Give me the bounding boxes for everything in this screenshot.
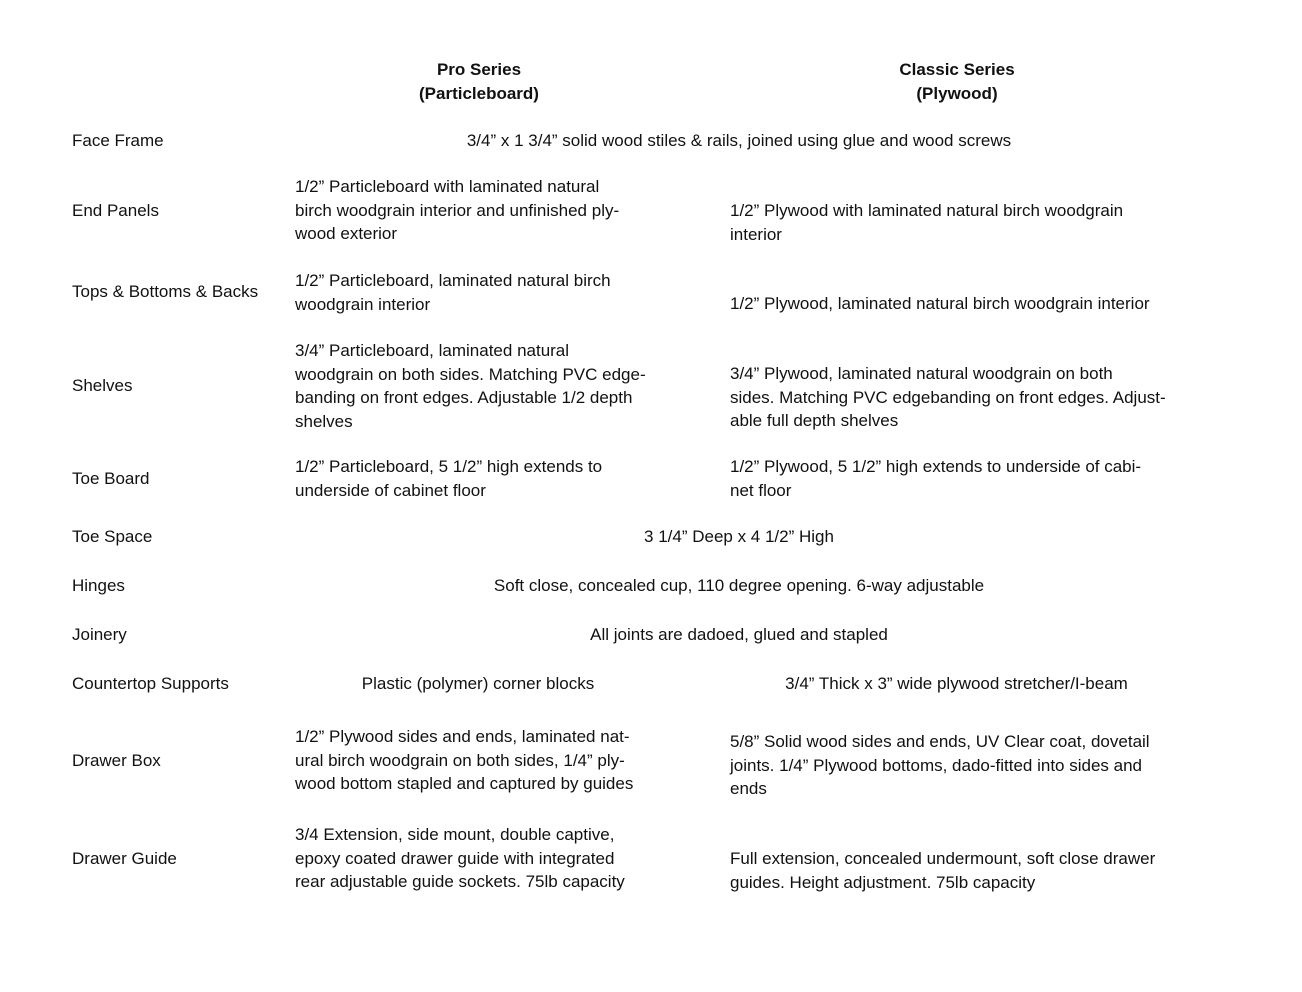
row-label: Tops & Bottoms & Backs: [72, 282, 259, 301]
spec-line: 1/2” Plywood sides and ends, laminated nat-: [295, 727, 630, 746]
spec-line: able full depth shelves: [730, 411, 899, 430]
pro-spec: [295, 823, 625, 894]
pro-spec: [295, 725, 633, 796]
pro-spec: [295, 455, 602, 502]
header-pro-material: (Particleboard): [419, 84, 539, 103]
spec-line: 1/2” Plywood, 5 1/2” high extends to underside of cabi-: [730, 457, 1142, 476]
shared-spec: 3/4” x 1 3/4” solid wood stiles & rails, joined using glue and wood screws: [466, 131, 1012, 150]
spec-line: sides. Matching PVC edgebanding on front edges. Adjust-: [730, 387, 1166, 407]
header-classic-material: (Plywood): [916, 84, 998, 103]
header-classic-title: Classic Series: [899, 60, 1015, 79]
pro-spec: [295, 269, 611, 316]
row-label: End Panels: [72, 201, 159, 220]
row-label: Drawer Box: [72, 751, 161, 770]
spec-line: birch woodgrain interior and unfinished ply-: [295, 200, 620, 220]
header-pro-series: [330, 58, 628, 106]
pro-spec: Plastic (polymer) corner blocks: [361, 674, 595, 693]
spec-line: 1/2” Plywood, laminated natural birch woodgrain interior: [730, 294, 1150, 313]
header-classic-series: [808, 58, 1106, 106]
spec-line: 1/2” Plywood with laminated natural birch woodgrain: [730, 201, 1124, 220]
classic-spec: [730, 362, 1166, 433]
spec-line: ural birch woodgrain on both sides, 1/4” ply-: [295, 750, 625, 770]
spec-line: woodgrain interior: [295, 294, 431, 314]
classic-spec: [730, 199, 1123, 246]
row-label: Drawer Guide: [72, 849, 177, 868]
spec-line: epoxy coated drawer guide with integrated: [295, 848, 615, 868]
spec-line: underside of cabinet floor: [295, 480, 486, 500]
spec-line: rear adjustable guide sockets. 75lb capacity: [295, 872, 625, 891]
classic-spec: [730, 292, 1150, 316]
spec-line: 1/2” Particleboard, laminated natural birch: [295, 271, 611, 290]
classic-spec: 3/4” Thick x 3” wide plywood stretcher/I-beam: [785, 674, 1128, 693]
spec-line: interior: [730, 224, 782, 244]
spec-line: joints. 1/4” Plywood bottoms, dado-fitted into sides and: [730, 755, 1143, 775]
classic-spec: [730, 455, 1141, 502]
spec-line: banding on front edges. Adjustable 1/2 depth: [295, 388, 633, 407]
spec-line: net floor: [730, 480, 792, 500]
spec-line: ends: [730, 779, 767, 798]
spec-line: woodgrain on both sides. Matching PVC edge-: [295, 364, 646, 384]
row-label: Face Frame: [72, 131, 164, 150]
spec-line: 1/2” Particleboard, 5 1/2” high extends to: [295, 457, 603, 476]
row-label: Hinges: [72, 576, 125, 595]
classic-spec: [730, 847, 1155, 894]
spec-line: 5/8” Solid wood sides and ends, UV Clear coat, dovetail: [730, 732, 1150, 751]
spec-line: wood exterior: [295, 224, 398, 243]
row-label: Joinery: [72, 625, 127, 644]
pro-spec: [295, 339, 646, 433]
shared-spec: 3 1/4” Deep x 4 1/2” High: [644, 527, 834, 546]
row-label: Countertop Supports: [72, 674, 229, 693]
spec-line: 3/4 Extension, side mount, double captive,: [295, 825, 615, 844]
shared-spec: All joints are dadoed, glued and stapled: [590, 625, 888, 644]
spec-line: wood bottom stapled and captured by guides: [295, 774, 634, 793]
row-label: Toe Board: [72, 469, 150, 488]
spec-line: guides. Height adjustment. 75lb capacity: [730, 872, 1036, 892]
spec-line: Full extension, concealed undermount, soft close drawer: [730, 849, 1156, 868]
pro-spec: [295, 175, 619, 246]
classic-spec: [730, 730, 1150, 801]
row-label: Shelves: [72, 376, 133, 395]
spec-line: 3/4” Particleboard, laminated natural: [295, 341, 570, 360]
spec-line: shelves: [295, 411, 353, 431]
row-label: Toe Space: [72, 527, 153, 546]
header-pro-title: Pro Series: [436, 60, 522, 79]
spec-line: 1/2” Particleboard with laminated natural: [295, 177, 600, 196]
shared-spec: Soft close, concealed cup, 110 degree opening. 6-way adjustable: [493, 576, 985, 595]
spec-line: 3/4” Plywood, laminated natural woodgrain on both: [730, 364, 1113, 383]
